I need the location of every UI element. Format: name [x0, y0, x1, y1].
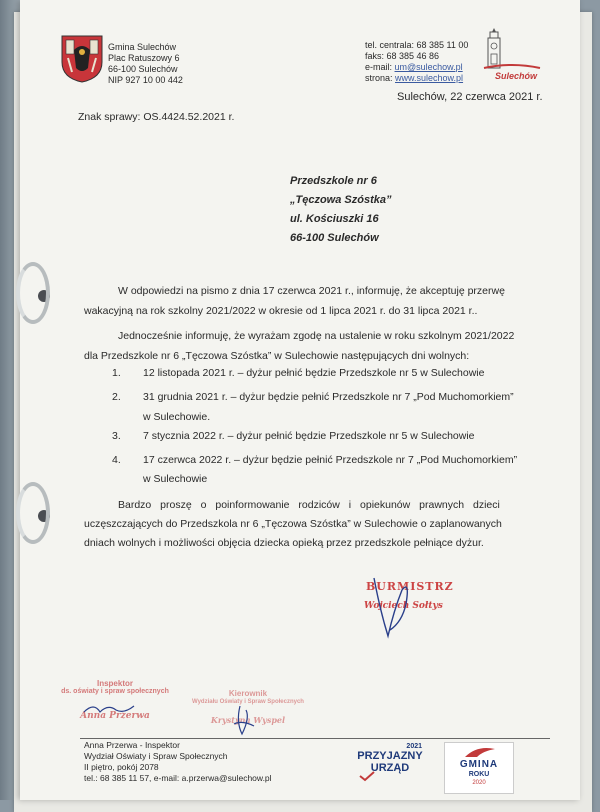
recipient-line1: Przedszkole nr 6	[290, 175, 377, 187]
badge2-line1: GMINA	[459, 759, 499, 770]
list-item	[112, 451, 518, 470]
list-text-cont: w Sulechowie	[143, 473, 208, 485]
web-link[interactable]: www.sulechow.pl	[395, 73, 464, 83]
signature-title: BURMISTRZ	[366, 580, 454, 593]
footer-divider	[80, 738, 550, 739]
org-street: Plac Ratuszowy 6	[108, 53, 180, 63]
org-name: Gmina Sulechów	[108, 42, 177, 52]
list-num: 4.	[112, 454, 121, 466]
web-label: strona:	[365, 73, 396, 83]
manager-dept: Wydziału Oświaty i Spraw Społecznych	[192, 699, 304, 705]
letter-page	[20, 0, 580, 800]
phone-text: tel. centrala: 68 385 11 00	[365, 40, 469, 50]
list-text-cont: w Sulechowie.	[143, 411, 211, 423]
signature-name: Wojciech Sołtys	[364, 601, 443, 611]
badge2-year: 2020	[472, 780, 486, 786]
paragraph3-line1: Bardzo proszę o poinformowanie rodziców i opiekunów prawnych dzieci	[118, 499, 500, 511]
paragraph2-line2: dla Przedszkole nr 6 „Tęczowa Szóstka” w Sulechowie następujących dni wolnych:	[84, 350, 470, 362]
footer-contact	[84, 740, 272, 784]
badge1-line1: PRZYJAZNY	[357, 750, 423, 762]
web-line	[365, 73, 468, 84]
binder-ring	[16, 482, 50, 544]
org-city: 66-100 Sulechów	[108, 64, 178, 74]
logo-wordmark: Sulechów	[495, 71, 538, 81]
recipient-block	[290, 172, 391, 248]
inspector-dept: ds. oświaty i spraw społecznych	[61, 688, 169, 695]
manager-signature	[220, 704, 260, 736]
badge1-year: 2021	[406, 743, 422, 750]
paragraph1-line1: W odpowiedzi na pismo z dnia 17 czerwca 2021 r., informuję, że akceptuję przerwę	[118, 285, 505, 297]
list-item	[112, 427, 475, 446]
list-text: 31 grudnia 2021 r. – dyżur będzie pełnić Przedszkole nr 7 „Pod Muchomorkiem”	[143, 391, 514, 403]
email-label: e-mail:	[365, 62, 395, 72]
date-line: Sulechów, 22 czerwca 2021 r.	[397, 91, 543, 103]
list-text: 17 czerwca 2022 r. – dyżur będzie pełnić Przedszkole nr 7 „Pod Muchomorkiem”	[143, 454, 518, 466]
inspector-name: Anna Przerwa	[80, 711, 150, 721]
badge1-line2: URZĄD	[370, 762, 410, 774]
badge2-line2: ROKU	[468, 771, 490, 778]
footer-line2: Wydział Oświaty i Spraw Społecznych	[84, 751, 228, 761]
friendly-office-check-icon	[358, 770, 376, 782]
case-number: Znak sprawy: OS.4424.52.2021 r.	[78, 111, 235, 123]
email-line	[365, 62, 468, 73]
paragraph3-line2: uczęszczających do Przedszkola nr 6 „Tęczowa Szóstka” w Sulechowie o zaplanowanych	[84, 518, 502, 530]
org-nip: NIP 927 10 00 442	[108, 75, 183, 85]
handwritten-signature	[350, 570, 430, 646]
eagle-wing-icon	[463, 745, 497, 759]
manager-title: Kierownik	[228, 689, 268, 698]
fax-text: faks: 68 385 46 86	[365, 51, 440, 61]
email-link[interactable]: um@sulechow.pl	[394, 62, 463, 72]
binder-ring	[16, 262, 50, 324]
footer-line4	[84, 773, 272, 784]
community-of-year-badge	[444, 742, 514, 794]
recipient-line4: 66-100 Sulechów	[290, 232, 379, 244]
list-num: 2.	[112, 391, 121, 403]
coat-of-arms-icon	[60, 32, 104, 84]
inspector-signature	[80, 700, 140, 718]
footer-phone: tel.: 68 385 11 57, e-mail:	[84, 773, 182, 783]
letterhead-org	[108, 42, 183, 86]
recipient-line2: „Tęczowa Szóstka”	[290, 194, 392, 206]
list-text: 12 listopada 2021 r. – dyżur pełnić będzie Przedszkole nr 5 w Sulechowie	[143, 367, 485, 379]
list-num: 1.	[112, 367, 121, 379]
list-num: 3.	[112, 430, 121, 442]
list-item	[112, 364, 485, 383]
footer-line1: Anna Przerwa - Inspektor	[84, 740, 180, 750]
inspector-title: Inspektor	[96, 679, 133, 688]
paragraph2-line1: Jednocześnie informuję, że wyrażam zgodę na ustalenie w roku szkolnym 2021/2022	[118, 330, 515, 342]
list-text: 7 stycznia 2022 r. – dyżur pełnić będzie Przedszkole nr 5 w Sulechowie	[143, 430, 475, 442]
footer-email[interactable]: a.przerwa@sulechow.pl	[181, 773, 272, 783]
paragraph3-line3: dniach wolnych i możliwości objęcia dziecka opieką przez przedszkole pełniące dyżur.	[84, 537, 484, 549]
footer-line3: II piętro, pokój 2078	[84, 762, 159, 772]
recipient-line3: ul. Kościuszki 16	[290, 213, 379, 225]
manager-name: Krystyna Wyspel	[210, 715, 286, 725]
paragraph1-line2: wakacyjną na rok szkolny 2021/2022 w okresie od 1 lipca 2021 r. do 31 lipca 2021 r..	[84, 305, 478, 317]
list-item	[112, 388, 514, 407]
letterhead-contact	[365, 40, 468, 84]
